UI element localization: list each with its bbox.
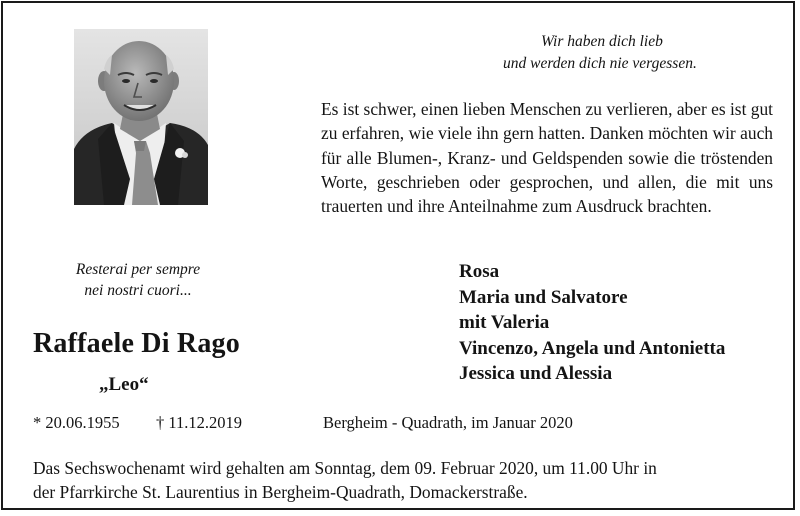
motto-line: Wir haben dich lieb	[541, 33, 663, 50]
deceased-nickname: „Leo“	[99, 374, 149, 395]
deceased-name: Raffaele Di Rago	[33, 328, 240, 359]
family-signatures	[459, 259, 725, 387]
italian-quote-line: Resterai per sempre	[75, 261, 201, 278]
death-date: † 11.12.2019	[156, 413, 243, 432]
place-date: Bergheim - Quadrath, im Januar 2020	[323, 413, 573, 432]
service-line: der Pfarrkirche St. Laurentius in Bergheim-Quadrath, Domackerstraße.	[33, 482, 528, 502]
birth-date: * 20.06.1955	[33, 413, 120, 432]
family-line: Maria und Salvatore	[459, 286, 628, 308]
service-line: Das Sechswochenamt wird gehalten am Sonntag, dem 09. Februar 2020, um 11.00 Uhr in	[33, 458, 657, 478]
service-notice	[33, 456, 775, 504]
obituary-card	[1, 1, 795, 510]
motto-quote	[503, 31, 773, 75]
portrait-icon	[74, 29, 208, 205]
portrait-photo	[74, 29, 208, 205]
italian-quote-line: nei nostri cuori...	[84, 282, 192, 299]
family-line: Vincenzo, Angela und Antonietta	[459, 337, 726, 359]
family-line: mit Valeria	[459, 312, 550, 333]
family-line: Rosa	[459, 261, 500, 282]
italian-quote	[33, 259, 243, 301]
thanks-paragraph: Es ist schwer, einen lieben Menschen zu verlieren, aber es ist gut zu erfahren, wie viele ihn gern hatten. Danken möchten wir auch für alle Blumen-, Kranz- und Geldspenden sowie die tröstenden Worte, geschrieben oder gesprochen, und allen, die mit uns trauerten und ihre Anteilnahme zum Ausdruck brachten.	[321, 99, 773, 217]
motto-line: und werden dich nie vergessen.	[503, 55, 697, 72]
family-line: Jessica und Alessia	[459, 363, 613, 384]
